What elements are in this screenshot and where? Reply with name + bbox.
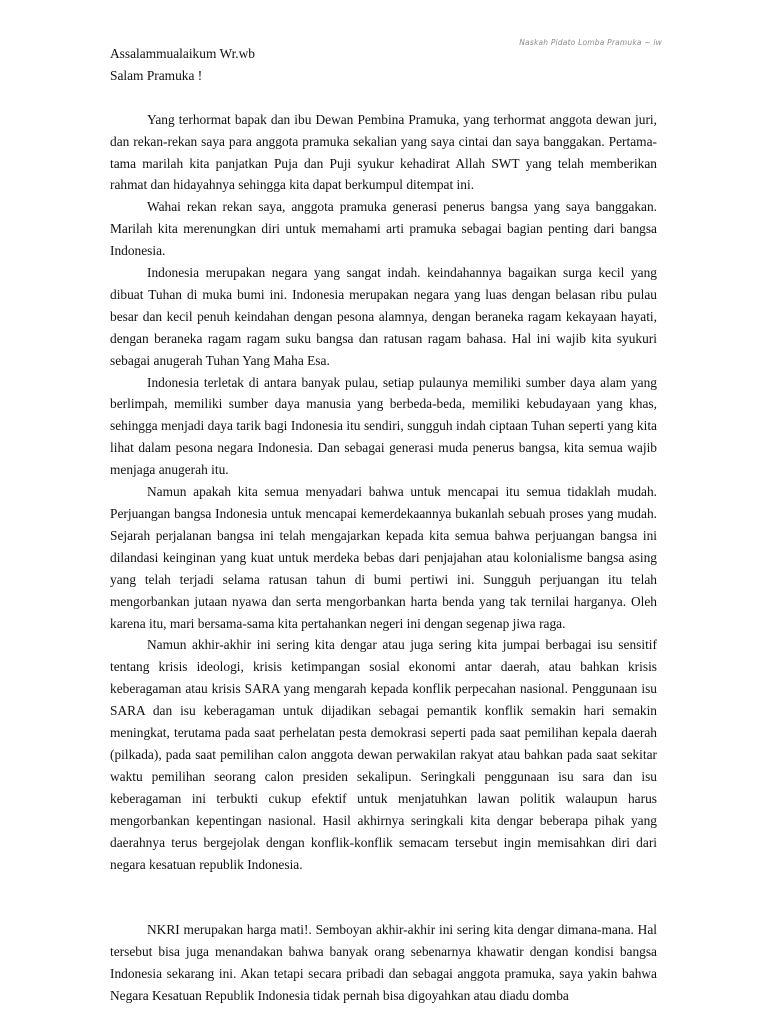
paragraph: Namun apakah kita semua menyadari bahwa untuk mencapai itu semua tidaklah mudah. Perjuangan bangsa Indonesia untuk mencapai kemerdekaannya bukanlah sebuah proses yang mudah. Sejarah perjalanan bangsa ini telah mengajarkan kepada kita semua bahwa perjuangan bangsa ini dilandasi keinginan yang kuat untuk merdeka bebas dari penjajahan atau kolonialisme bangsa asing yang telah terjadi selama ratusan tahun di bumi pertiwi ini. Sungguh perjuangan itu telah mengorbankan jutaan nyawa dan serta mengorbankan harta benda yang tak ternilai harganya. Oleh karena itu, mari bersama-sama kita pertahankan negeri ini dengan segenap jiwa raga. (110, 484, 657, 631)
paragraph: Yang terhormat bapak dan ibu Dewan Pembina Pramuka, yang terhormat anggota dewan juri, dan rekan-rekan saya para anggota pramuka sekalian yang saya cintai dan saya banggakan. Pertama-tama marilah kita panjatkan Puja dan Puji syukur kehadirat Allah SWT yang telah memberikan rahmat dan hidayahnya sehingga kita dapat berkumpul ditempat ini. (110, 111, 657, 193)
blank-line (110, 87, 657, 109)
greeting-line: Salam Pramuka ! (110, 67, 203, 83)
greeting-line: Assalammualaikum Wr.wb (110, 46, 256, 61)
paragraph: Indonesia terletak di antara banyak pulau, setiap pulaunya memiliki sumber daya alam yang berlimpah, memiliki sumber daya manusia yang berbeda-beda, memiliki kebudayaan yang khas, sehingga menjadi daya tarik bagi Indonesia itu sendiri, sungguh indah ciptaan Tuhan seperti yang kita lihat dalam pesona negara Indonesia. Dan sebagai generasi muda penerus bangsa, kita semua wajib menjaga anugerah itu. (110, 374, 657, 478)
section-gap (110, 875, 657, 919)
speech-body (110, 43, 657, 1007)
running-header: Naskah Pidato Lomba Pramuka ~ iw (519, 38, 662, 47)
paragraph: NKRI merupakan harga mati!. Semboyan akhir-akhir ini sering kita dengar dimana-mana. Hal tersebut bisa juga menandakan bahwa banyak orang sebenarnya khawatir dengan kondisi bangsa Indonesia sekarang ini. Akan tetapi secara pribadi dan sebagai anggota pramuka, saya yakin bahwa Negara Kesatuan Republik Indonesia tidak pernah bisa digoyahkan atau diadu domba (110, 922, 657, 1004)
paragraph: Wahai rekan rekan saya, anggota pramuka generasi penerus bangsa yang saya banggakan. Marilah kita merenungkan diri untuk memahami arti pramuka sebagai bagian penting dari bangsa Indonesia. (110, 199, 657, 259)
paragraph: Namun akhir-akhir ini sering kita dengar atau juga sering kita jumpai berbagai isu sensitif tentang krisis ideologi, krisis ketimpangan sosial ekonomi antar daerah, atau bahkan krisis keberagaman atau krisis SARA yang mengarah kepada konflik perpecahan nasional. Penggunaan isu SARA dan isu keberagaman untuk dijadikan sebagai pemantik konflik semakin hari semakin meningkat, terutama pada saat perhelatan pesta demokrasi seperti pada saat pemilihan kepala daerah (pilkada), pada saat pemilihan calon anggota dewan perwakilan rakyat atau bahkan pada saat sekitar waktu pemilihan seorang calon presiden sekalipun. Seringkali penggunaan isu sara dan isu keberagaman ini terbukti cukup efektif untuk menjatuhkan lawan politik walaupun harus mengorbankan kepentingan nasional. Hasil akhirnya seringkali kita dengar beberapa pihak yang daerahnya terus bergejolak dengan konflik-konflik semacam tersebut ingin memisahkan diri dari negara kesatuan republik Indonesia. (110, 637, 657, 872)
paragraph: Indonesia merupakan negara yang sangat indah. keindahannya bagaikan surga kecil yang dibuat Tuhan di muka bumi ini. Indonesia merupakan negara yang luas dengan belasan ribu pulau besar dan kecil penuh keindahan dengan pesona alamnya, dengan beraneka ragam kekayaan hayati, dengan beraneka ragam ragam suku bangsa dan ratusan ragam bahasa. Hal ini wajib kita syukuri sebagai anugerah Tuhan Yang Maha Esa. (110, 265, 657, 368)
